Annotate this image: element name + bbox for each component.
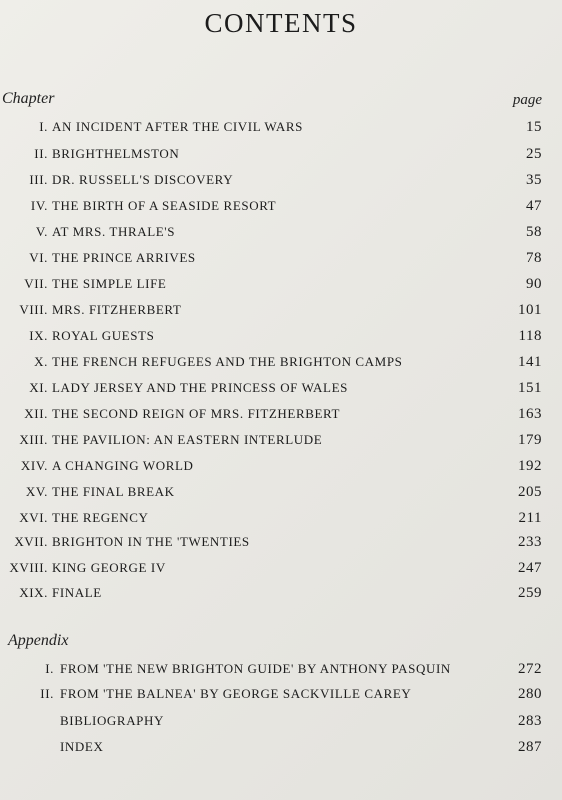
chapter-page: 179 [518,432,542,448]
chapter-entry [0,507,562,529]
chapter-entry [0,351,562,373]
chapter-page: 58 [526,224,542,240]
chapter-entry [0,325,562,347]
chapter-entry [0,169,562,191]
chapter-title: LADY JERSEY AND THE PRINCESS OF WALES [52,380,348,395]
chapter-number: XIII. [19,432,48,447]
chapter-page: 78 [526,250,542,266]
chapter-page: 192 [518,458,542,474]
appendix-entry [0,736,562,758]
chapter-entry [0,455,562,477]
chapter-title: FINALE [52,585,102,600]
chapter-title: BRIGHTHELMSTON [52,146,180,161]
chapter-number: XV. [25,484,48,499]
chapter-page: 211 [518,510,542,526]
appendix-page: 283 [518,713,542,729]
chapter-entry [0,403,562,425]
chapter-page: 90 [526,276,542,292]
appendix-title: FROM 'THE BALNEA' BY GEORGE SACKVILLE CAREY [60,686,412,701]
chapter-entry [0,299,562,321]
chapter-number: XII. [24,406,48,421]
chapter-page: 205 [518,484,542,500]
chapter-number: I. [39,119,48,134]
chapter-title: DR. RUSSELL'S DISCOVERY [52,172,234,187]
chapter-entry [0,247,562,269]
page-column-header: page [512,92,542,108]
chapter-entry [0,221,562,243]
chapter-entry [0,531,562,553]
chapter-title: MRS. FITZHERBERT [52,302,182,317]
chapter-title: A CHANGING WORLD [52,458,194,473]
chapter-number: V. [35,224,48,239]
chapter-title: THE FRENCH REFUGEES AND THE BRIGHTON CAMPS [52,354,403,369]
chapter-title: THE REGENCY [52,510,149,525]
chapter-page: 141 [518,354,542,370]
appendix-header: Appendix [8,632,69,649]
chapter-page: 15 [526,119,542,135]
chapter-entry [0,116,562,138]
chapter-title: AN INCIDENT AFTER THE CIVIL WARS [52,119,303,134]
chapter-number: XVIII. [9,560,48,575]
appendix-page: 272 [518,661,542,677]
chapter-number: XVII. [14,534,48,549]
chapter-page: 259 [518,585,542,601]
appendix-entry [0,658,562,680]
chapter-number: IX. [29,328,48,343]
chapter-number: XIV. [20,458,48,473]
chapter-page: 101 [518,302,542,318]
chapter-title: KING GEORGE IV [52,560,166,575]
chapter-number: III. [29,172,48,187]
appendix-page: 287 [518,739,542,755]
appendix-title: FROM 'THE NEW BRIGHTON GUIDE' BY ANTHONY PASQUIN [60,661,451,676]
chapter-title: ROYAL GUESTS [52,328,155,343]
chapter-title: AT MRS. THRALE'S [52,224,176,239]
chapter-title: THE FINAL BREAK [52,484,175,499]
chapter-page: 163 [518,406,542,422]
chapter-number: II. [34,146,48,161]
chapter-title: BRIGHTON IN THE 'TWENTIES [52,534,250,549]
chapter-page: 25 [526,146,542,162]
appendix-title: INDEX [60,739,104,754]
chapter-title: THE PRINCE ARRIVES [52,250,196,265]
chapter-page: 151 [518,380,542,396]
chapter-number: IV. [30,198,48,213]
chapter-page: 247 [518,560,542,576]
chapter-number: XI. [29,380,48,395]
appendix-page: 280 [518,686,542,702]
chapter-column-header: Chapter [2,90,55,107]
chapter-page: 47 [526,198,542,214]
chapter-entry [0,377,562,399]
chapter-title: THE SECOND REIGN OF MRS. FITZHERBERT [52,406,341,421]
appendix-entry [0,683,562,705]
chapter-entry [0,557,562,579]
chapter-entry [0,429,562,451]
chapter-number: VIII. [19,302,48,317]
page-title: CONTENTS [204,8,358,38]
chapter-entry [0,195,562,217]
chapter-number: XVI. [19,510,48,525]
appendix-entry [0,710,562,732]
chapter-title: THE BIRTH OF A SEASIDE RESORT [52,198,277,213]
chapter-title: THE PAVILION: AN EASTERN INTERLUDE [52,432,323,447]
appendix-number: II. [40,686,54,701]
chapter-number: X. [34,354,48,369]
appendix-number: I. [45,661,54,676]
chapter-entry [0,481,562,503]
chapter-page: 233 [518,534,542,550]
chapter-number: VII. [24,276,48,291]
chapter-entry [0,582,562,604]
chapter-entry [0,143,562,165]
appendix-title: BIBLIOGRAPHY [60,713,164,728]
chapter-page: 118 [518,328,542,344]
chapter-number: XIX. [19,585,48,600]
chapter-number: VI. [29,250,48,265]
chapter-page: 35 [526,172,542,188]
chapter-title: THE SIMPLE LIFE [52,276,167,291]
chapter-entry [0,273,562,295]
